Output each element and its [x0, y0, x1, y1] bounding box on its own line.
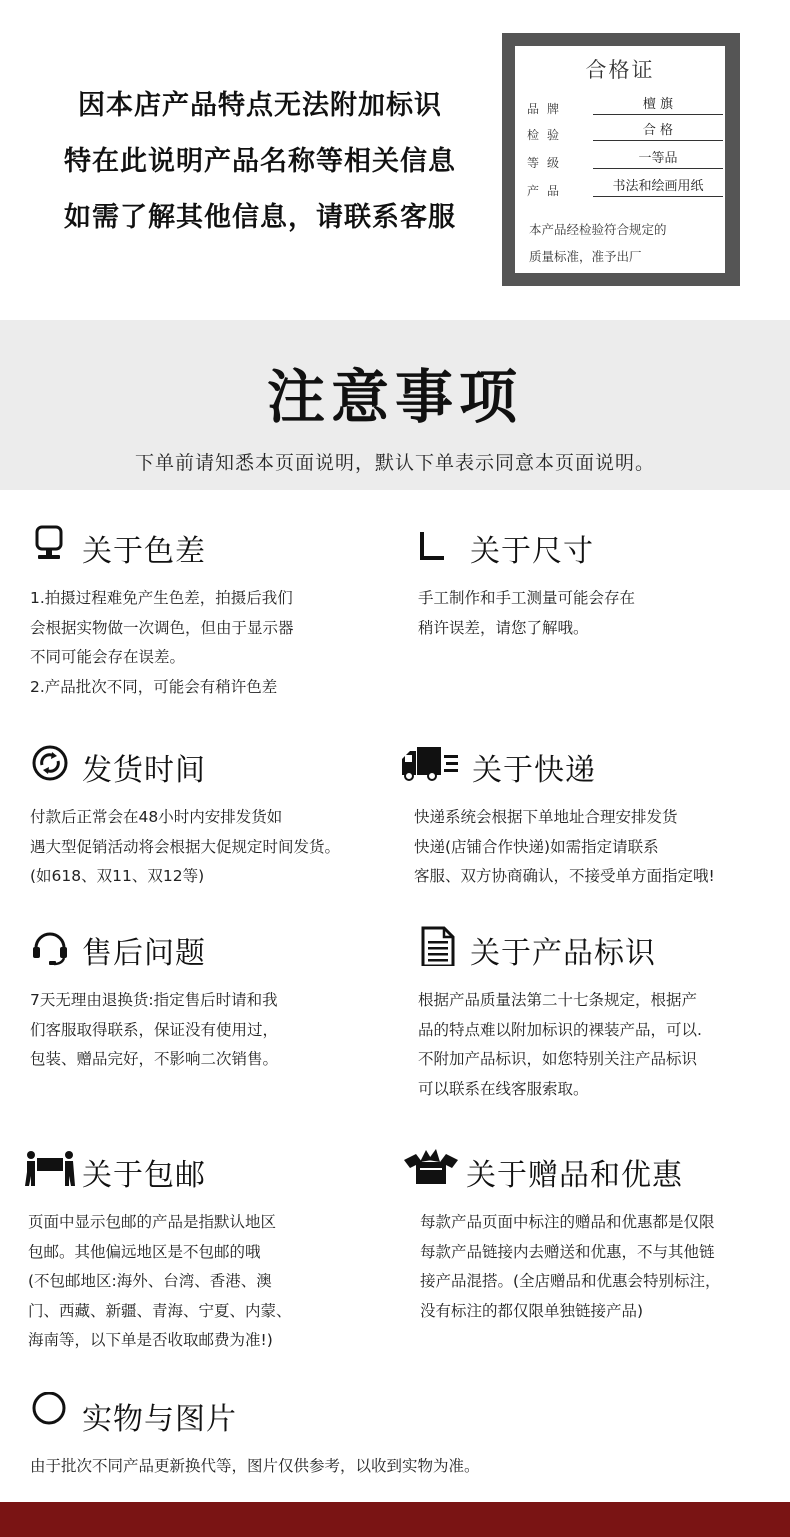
- section-header: [30, 926, 390, 971]
- body-line: 海南等，以下单是否收取邮费为准!): [28, 1331, 273, 1349]
- section-body: [418, 986, 778, 1104]
- body-line: 不同可能会存在误差。: [30, 648, 186, 666]
- certificate-label: 品牌: [527, 102, 568, 116]
- section-title: 售后问题: [82, 936, 206, 971]
- body-line: 每款产品链接内去赠送和优惠，不与其他链: [420, 1242, 715, 1261]
- section-free-shipping: [24, 1148, 394, 1356]
- section-title: 实物与图片: [82, 1402, 237, 1437]
- footer-band: [0, 1502, 790, 1537]
- body-line: 会根据实物做一次调色，但由于显示器: [30, 618, 294, 637]
- body-line: 遇大型促销活动将会根据大促规定时间发货。: [30, 837, 341, 856]
- body-line: 2.产品批次不同，可能会有稍许色差: [30, 677, 278, 696]
- section-body: [418, 584, 778, 643]
- body-line: 快递(店铺合作快递)如需指定请联系: [414, 837, 659, 856]
- section-real-photos: [30, 1392, 770, 1482]
- certificate-row-grade: [527, 150, 717, 172]
- certificate-row-inspection: [527, 122, 717, 144]
- section-body: [30, 803, 410, 892]
- section-title: 关于色差: [82, 534, 206, 569]
- body-line: 客服、双方协商确认，不接受单方面指定哦!: [414, 867, 715, 885]
- section-gifts-offers: [402, 1148, 782, 1326]
- body-line: 1.拍摄过程难免产生色差，拍摄后我们: [30, 589, 293, 607]
- certificate-note: [529, 216, 719, 270]
- body-line: 7天无理由退换货:指定售后时请和我: [30, 991, 278, 1009]
- body-line: 可以联系在线客服索取。: [418, 1079, 589, 1098]
- section-header: [30, 1392, 770, 1437]
- section-title: 关于赠品和优惠: [466, 1158, 683, 1193]
- section-header: [404, 743, 784, 788]
- section-title: 关于尺寸: [470, 534, 594, 569]
- body-line: 接产品混搭。(全店赠品和优惠会特别标注，: [420, 1272, 721, 1290]
- certificate-value: 合 格: [593, 122, 723, 141]
- section-header: [30, 524, 390, 569]
- certificate-row-product: [527, 178, 717, 200]
- body-line: 不附加产品标识，如您特别关注产品标识: [418, 1050, 698, 1068]
- circle-icon: [30, 1392, 70, 1432]
- body-line: 快递系统会根据下单地址合理安排发货: [414, 808, 678, 826]
- certificate-title: 合格证: [585, 58, 655, 82]
- certificate-value: 檀 旗: [593, 96, 723, 115]
- body-line: 页面中显示包邮的产品是指默认地区: [28, 1213, 277, 1231]
- body-line: 稍许误差，请您了解哦。: [418, 618, 589, 637]
- section-body: [30, 584, 390, 702]
- certificate-label: 产品: [527, 184, 568, 198]
- section-title: 关于包邮: [82, 1158, 206, 1193]
- certificate-note-line: 本产品经检验符合规定的: [529, 222, 667, 237]
- certificate-label: 检验: [527, 128, 568, 142]
- section-title: 关于快递: [472, 753, 596, 788]
- certificate-value: 一等品: [593, 150, 723, 169]
- section-after-sales: [30, 926, 390, 1075]
- ruler-corner-icon: [418, 524, 458, 564]
- certificate-card: [514, 45, 726, 274]
- delivery-truck-icon: [400, 743, 458, 783]
- notice-header: [0, 320, 790, 490]
- body-line: 们客服取得联系，保证没有使用过，: [30, 1020, 279, 1039]
- section-product-label: [418, 926, 778, 1104]
- section-body: [28, 1208, 394, 1356]
- movers-box-icon: [24, 1148, 76, 1188]
- intro-block: [0, 0, 790, 320]
- body-line: (不包邮地区:海外、台湾、香港、澳: [28, 1272, 272, 1290]
- document-icon: [418, 926, 458, 966]
- intro-line: 如需了解其他信息，请联系客服: [64, 202, 456, 233]
- section-title: 关于产品标识: [470, 936, 656, 971]
- body-line: 付款后正常会在48小时内安排发货如: [30, 808, 283, 826]
- quality-certificate: [502, 33, 740, 286]
- body-line: 包邮。其他偏远地区是不包邮的哦: [28, 1242, 261, 1261]
- section-body: [414, 803, 784, 892]
- section-title: 发货时间: [82, 753, 206, 788]
- body-line: 包装、赠品完好，不影响二次销售。: [30, 1050, 279, 1068]
- notice-subtitle: 下单前请知悉本页面说明，默认下单表示同意本页面说明。: [134, 452, 655, 474]
- monitor-icon: [30, 524, 70, 564]
- section-header: [402, 1148, 782, 1193]
- certificate-row-brand: [527, 96, 717, 118]
- gift-box-icon: [402, 1148, 460, 1188]
- body-line: 门、西藏、新疆、青海、宁夏、内蒙、: [28, 1301, 292, 1320]
- section-color-difference: [30, 524, 390, 702]
- body-line: 根据产品质量法第二十七条规定，根据产: [418, 991, 698, 1009]
- body-line: 手工制作和手工测量可能会存在: [418, 589, 636, 607]
- section-body: [420, 1208, 782, 1326]
- refresh-circle-icon: [30, 743, 70, 783]
- section-header: [30, 743, 410, 788]
- section-body: [30, 986, 390, 1075]
- intro-line: 特在此说明产品名称等相关信息: [64, 146, 456, 177]
- certificate-label: 等级: [527, 156, 568, 170]
- body-line: 每款产品页面中标注的赠品和优惠都是仅限: [420, 1213, 715, 1231]
- intro-text: [40, 78, 480, 246]
- section-header: [24, 1148, 394, 1193]
- body-line: 品的特点难以附加标识的裸装产品，可以.: [418, 1020, 702, 1039]
- section-courier: [404, 743, 784, 892]
- body-line: 没有标注的都仅限单独链接产品): [420, 1301, 644, 1320]
- certificate-note-line: 质量标准，准予出厂: [529, 249, 642, 264]
- section-size: [418, 524, 778, 643]
- section-header: [418, 524, 778, 569]
- body-line: 由于批次不同产品更新换代等，图片仅供参考，以收到实物为准。: [30, 1457, 480, 1475]
- headset-icon: [30, 926, 70, 966]
- section-header: [418, 926, 778, 971]
- notice-title: 注意事项: [266, 363, 523, 431]
- intro-line: 因本店产品特点无法附加标识: [78, 90, 442, 121]
- section-body: [30, 1452, 770, 1482]
- certificate-value: 书法和绘画用纸: [593, 178, 723, 197]
- section-shipping-time: [30, 743, 410, 892]
- body-line: (如618、双11、双12等): [30, 867, 205, 885]
